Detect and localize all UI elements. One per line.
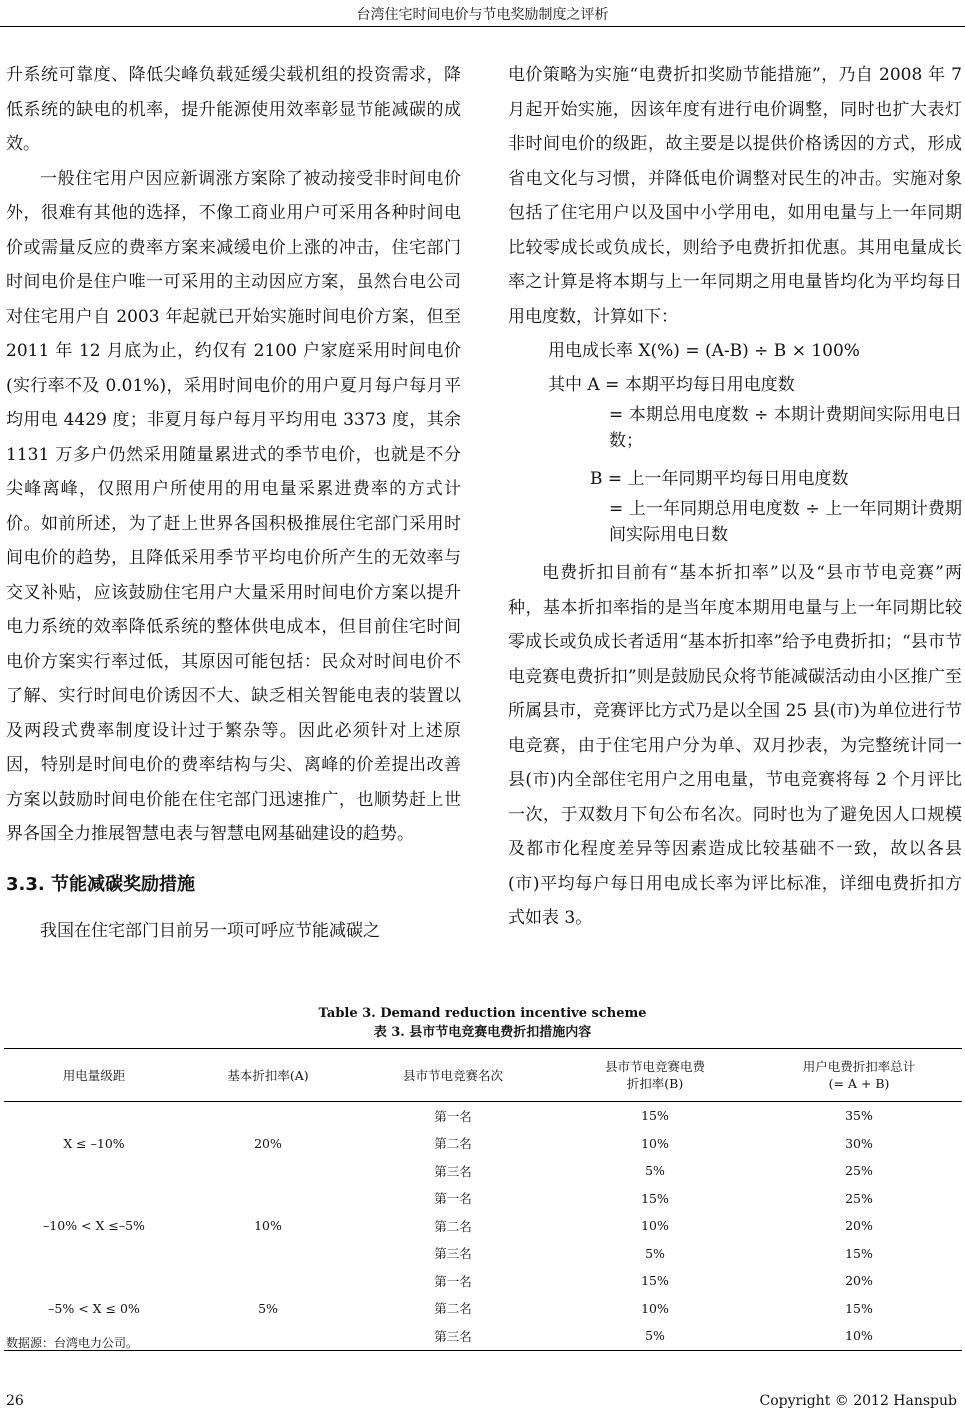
cell-contest-rate: 5% — [554, 1322, 756, 1350]
cell-contest-rate: 15% — [641, 1108, 669, 1124]
cell-total: 35% — [845, 1108, 873, 1124]
formula-a-expansion: = 本期总用电度数 ÷ 本期计费期间实际用电日数； — [609, 405, 962, 451]
cell-contest-rate: 5% — [645, 1163, 665, 1179]
cell-total: 25% — [845, 1163, 873, 1179]
table-source: 数据源：台湾电力公司。 — [6, 1336, 139, 1350]
table-caption-en: Table 3. Demand reduction incentive scheme — [318, 1006, 647, 1021]
cell-rank: 第二名 — [434, 1218, 472, 1234]
left-column — [6, 58, 461, 948]
cell-base: 10% — [254, 1218, 282, 1234]
paragraph-residential-users: 一般住宅用户因应新调涨方案除了被动接受非时间电价外，很难有其他的选择，不像工商业用户可采用各种时间电价或需量反应的费率方案来减缓电价上涨的冲击，住宅部门时间电价是住户唯一可采用的主动因应方案，虽然台电公司对住宅用户自 2003 年起就已开始实施时间电价方案，但至 2011 年 12 月底为止，约仅有 2100 户家庭采用时间电价(实行率不及 0.01%)，采用时间电价的用户夏月每户每月平均用电 4429 度；非夏月每户每月平均用电 3373 度，其余 1131 万多户仍然采用随量累进式的季节电价，也就是不分尖峰离峰，仅照用户所使用的用电量采累进费率的方式计价。如前所述，为了赶上世界各国积极推展住宅部门采用时间电价的趋势，且降低采用季节平均电价所产生的无效率与交叉补贴，应该鼓励住宅用户大量采用时间电价方案以提升电力系统的效率降低系统的整体供电成本，但目前住宅时间电价方案实行率过低，其原因可能包括：民众对时间电价不了解、实行时间电价诱因不大、缺乏相关智能电表的装置以及两段式费率制度设计过于繁杂等。因此必须针对上述原因，特别是时间电价的费率结构与尖、离峰的价差提出改善方案以鼓励时间电价能在住宅部门迅速推广，也顺势赶上世界各国全力推展智慧电表与智慧电网基础建设的趋势。 — [6, 168, 461, 844]
header-contest-rate: 县市节电竞赛电费 折扣率(B) — [554, 1049, 756, 1102]
formula-b-definition: B = 上一年同期平均每日用电度数 — [590, 469, 849, 489]
paragraph-section-intro: 我国在住宅部门目前另一项可呼应节能减碳之 — [40, 920, 380, 941]
cell-base: 5% — [184, 1267, 352, 1350]
table-row — [4, 1102, 962, 1130]
cell-range: –10% < X ≤–5% — [43, 1218, 145, 1234]
paragraph-continuation: 升系统可靠度、降低尖峰负载延缓尖载机组的投资需求，降低系统的缺电的机率，提升能源使用效率彰显节能减碳的成效。 — [6, 65, 461, 154]
incentive-table — [4, 1048, 962, 1351]
formula-b-expansion: = 上一年同期总用电度数 ÷ 上一年同期计费期间实际用电日数 — [609, 499, 962, 545]
cell-contest-rate: 15% — [641, 1273, 669, 1289]
table-caption — [0, 1004, 965, 1042]
cell-total: 15% — [845, 1300, 873, 1316]
header-range: 用电量级距 — [4, 1049, 184, 1102]
header-total-rate: 用户电费折扣率总计 (= A + B) — [756, 1049, 962, 1102]
cell-contest-rate: 10% — [641, 1300, 669, 1316]
header-base-rate: 基本折扣率(A) — [184, 1049, 352, 1102]
header-rule — [0, 26, 965, 27]
cell-rank: 第二名 — [434, 1136, 472, 1152]
paragraph-discount-policy: 电价策略为实施“电费折扣奖励节能措施”，乃自 2008 年 7 月起开始实施，因该年度有进行电价调整，同时也扩大表灯非时间电价的级距，故主要是以提供价格诱因的方式，形成省电文化与习惯，并降低电价调整对民生的冲击。实施对象包括了住宅用户以及国中小学用电，如用电量与上一年同期比较零成长或负成长，则给予电费折扣优惠。其用电量成长率之计算是将本期与上一年同期之用电量皆均化为平均每日用电度数，计算如下： — [508, 65, 962, 327]
table-row — [4, 1267, 962, 1295]
formula-growth-rate: 用电成长率 X(%) = (A-B) ÷ B × 100% — [548, 341, 860, 361]
copyright-notice: Copyright © 2012 Hanspub — [759, 1393, 957, 1409]
table-caption-cn: 表 3. 县市节电竞赛电费折扣措施内容 — [373, 1025, 592, 1040]
page-number: 26 — [6, 1393, 24, 1409]
formula-a-definition: 其中 A = 本期平均每日用电度数 — [548, 375, 795, 395]
cell-total: 25% — [845, 1190, 873, 1206]
cell-total: 30% — [845, 1135, 873, 1151]
header-rank: 县市节电竞赛名次 — [352, 1049, 554, 1102]
cell-rank: 第一名 — [434, 1108, 472, 1124]
cell-contest-rate: 15% — [641, 1190, 669, 1206]
running-header: 台湾住宅时间电价与节电奖励制度之评析 — [356, 7, 609, 23]
cell-contest-rate: 10% — [641, 1218, 669, 1234]
cell-contest-rate: 10% — [641, 1135, 669, 1151]
section-title: 3.3. 节能减碳奖励措施 — [6, 873, 195, 895]
table-header-row — [4, 1049, 962, 1102]
right-column — [508, 58, 962, 936]
cell-rank: 第三名 — [434, 1163, 472, 1179]
cell-base: 20% — [254, 1135, 282, 1151]
table-row — [4, 1185, 962, 1213]
cell-rank: 第一名 — [434, 1273, 472, 1289]
cell-total: 20% — [845, 1273, 873, 1289]
cell-rank: 第三名 — [434, 1246, 472, 1262]
cell-contest-rate: 5% — [645, 1245, 665, 1261]
cell-rank: 第三名 — [352, 1322, 554, 1350]
cell-total: 15% — [845, 1245, 873, 1261]
paragraph-discount-types: 电费折扣目前有“基本折扣率”以及“县市节电竞赛”两种，基本折扣率指的是当年度本期用电量与上一年同期比较零成长或负成长者适用“基本折扣率”给予电费折扣；“县市节电竞赛电费折扣”则是鼓励民众将节能减碳活动由小区推广至所属县市，竞赛评比方式乃是以全国 25 县(市)为单位进行节电竞赛，由于住宅用户分为单、双月抄表，为完整统计同一县(市)内全部住宅用户之用电量，节电竞赛将每 2 个月评比一次，于双数月下旬公布名次。同时也为了避免因人口规模及都市化程度差异等因素造成比较基础不一致，故以各县(市)平均每户每日用电成长率为评比标准，详细电费折扣方式如表 3。 — [508, 563, 962, 928]
cell-range: –5% < X ≤ 0% — [4, 1267, 184, 1350]
cell-rank: 第二名 — [434, 1301, 472, 1317]
cell-total: 10% — [756, 1322, 962, 1350]
cell-total: 20% — [845, 1218, 873, 1234]
cell-range: X ≤ –10% — [63, 1135, 125, 1151]
cell-rank: 第一名 — [434, 1191, 472, 1207]
